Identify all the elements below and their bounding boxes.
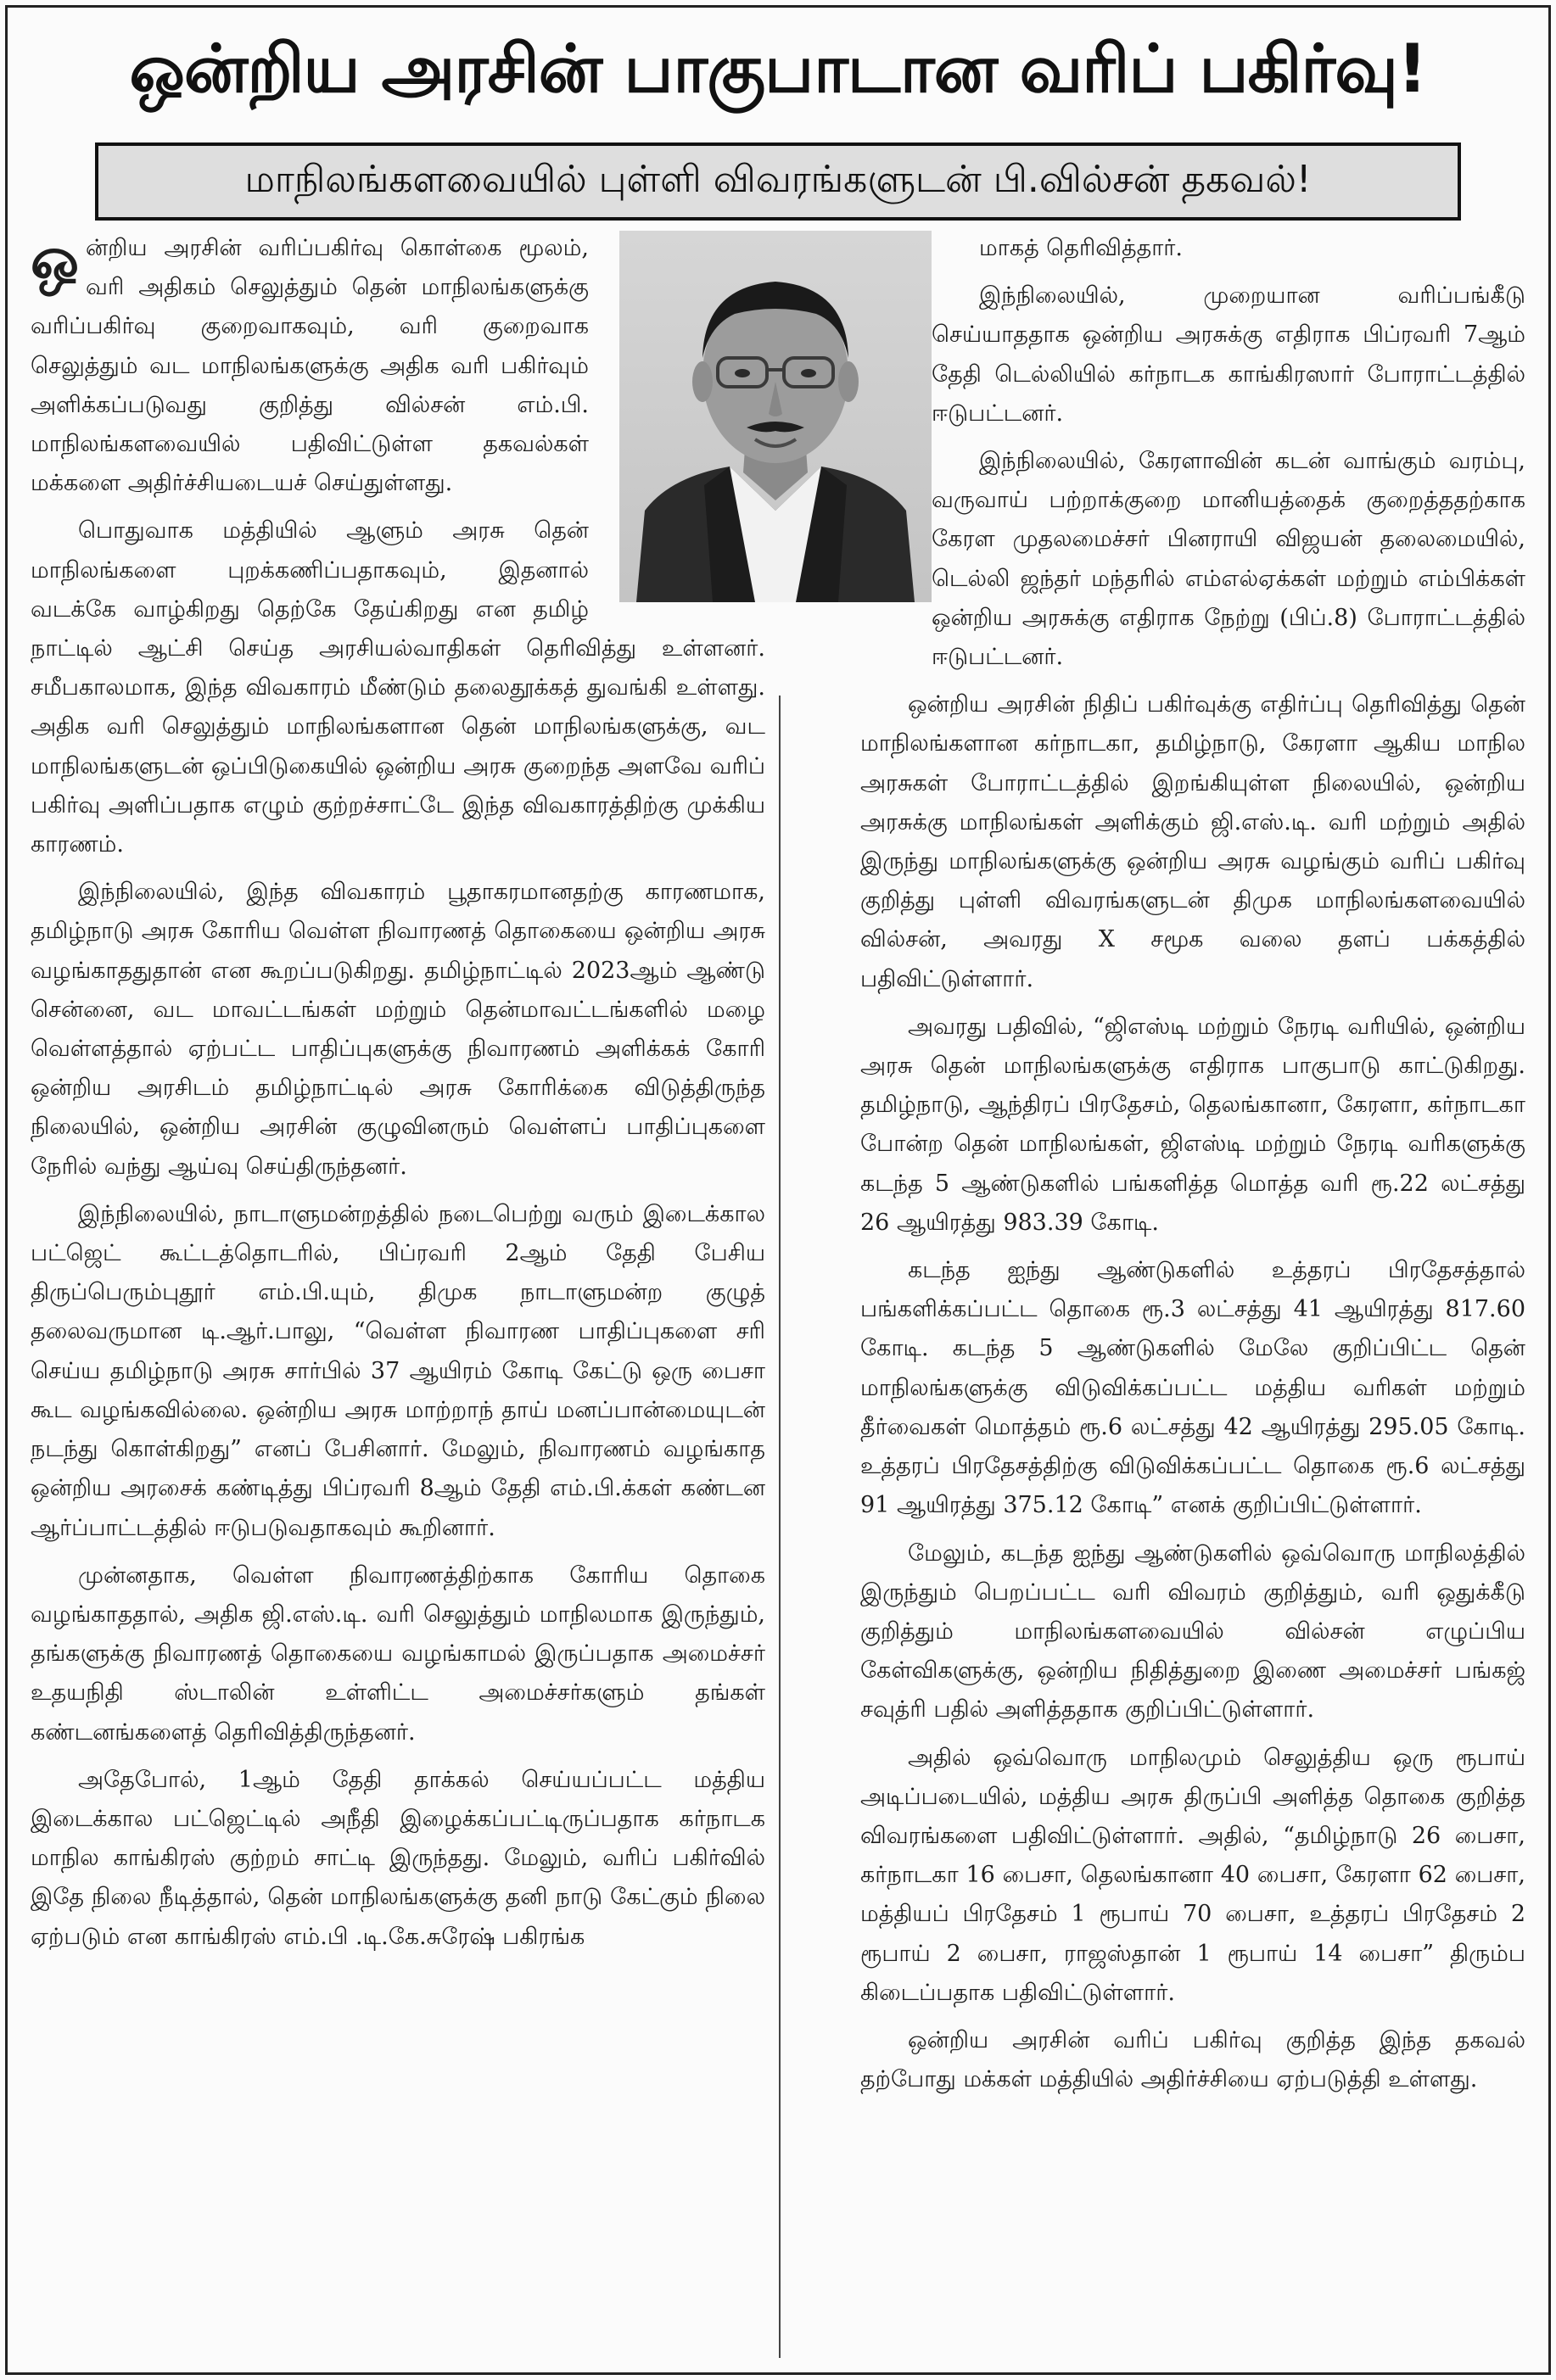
article-paragraph: இந்நிலையில், இந்த விவகாரம் பூதாகரமானதற்கு காரணமாக, தமிழ்நாடு அரசு கோரிய வெள்ள நிவாரணத் தொகையை ஒன்றிய அரசு வழங்காததுதான் என கூறப்படுகிறது. தமிழ்நாட்டில் 2023ஆம் ஆண்டு சென்னை, வட மாவட்டங்கள் மற்றும் தென்மாவட்டங்களில் மழை வெள்ளத்தால் ஏற்பட்ட பாதிப்புகளுக்கு நிவாரணம் அளிக்கக் கோரி ஒன்றிய அரசிடம் தமிழ்நாட்டில் அரசு கோரிக்கை விடுத்திருந்த நிலையில், ஒன்றிய அரசின் குழுவினரும் வெள்ளப் பாதிப்புகளை நேரில் வந்து ஆய்வு செய்திருந்தனர். [31, 879, 765, 1180]
article-paragraph: இந்நிலையில், கேரளாவின் கடன் வாங்கும் வரம்பு, வருவாய் பற்றாக்குறை மானியத்தைக் குறைத்ததற்காக கேரள முதலமைச்சர் பினராயி விஜயன் தலைமையில், டெல்லி ஜந்தர் மந்தரில் எம்எல்ஏக்கள் மற்றும் எம்பிக்கள் ஒன்றிய அரசுக்கு எதிராக நேற்று (பிப்.8) போராட்டத்தில் ஈடுபட்டனர். [932, 448, 1525, 671]
article-paragraph: ஒன்றிய அரசின் நிதிப் பகிர்வுக்கு எதிர்ப்பு தெரிவித்து தென் மாநிலங்களான கர்நாடகா, தமிழ்நாடு, கேரளா ஆகிய மாநில அரசுகள் போராட்டத்தில் இறங்கியுள்ள நிலையில், ஒன்றிய அரசுக்கு மாநிலங்கள் அளிக்கும் ஜி.எஸ்.டி. வரி மற்றும் அதில் இருந்து மாநிலங்களுக்கு ஒன்றிய அரசு வழங்கும் வரிப் பகிர்வு குறித்து புள்ளி விவரங்களுடன் திமுக மாநிலங்களவையில் வில்சன், அவரது X சமூக வலை தளப் பக்கத்தில் பதிவிட்டுள்ளார். [860, 691, 1525, 992]
article-paragraph: அதேபோல், 1ஆம் தேதி தாக்கல் செய்யப்பட்ட மத்திய இடைக்கால பட்ஜெட்டில் அநீதி இழைக்கப்பட்டிருப்பதாக கர்நாடக மாநில காங்கிரஸ் குற்றம் சாட்டி இருந்தது. மேலும், வரிப் பகிர்வில் இதே நிலை நீடித்தால், தென் மாநிலங்களுக்கு தனி நாடு கேட்கும் நிலை ஏற்படும் என காங்கிரஸ் எம்.பி .டி.கே.சுரேஷ் பகிரங்க [31, 1766, 765, 1950]
subheadline-text: மாநிலங்களவையில் புள்ளி விவரங்களுடன் பி.வில்சன் தகவல்! [244, 157, 1312, 201]
article-paragraph: இந்நிலையில், முறையான வரிப்பங்கீடு செய்யாததாக ஒன்றிய அரசுக்கு எதிராக பிப்ரவரி 7ஆம் தேதி டெல்லியில் கர்நாடக காங்கிரஸார் போராட்டத்தில் ஈடுபட்டனர். [932, 282, 1525, 427]
article-paragraph: மாகத் தெரிவித்தார். [979, 235, 1183, 261]
article-paragraph: ஒன்றிய அரசின் வரிப் பகிர்வு குறித்த இந்த தகவல் தற்போது மக்கள் மத்தியில் அதிர்ச்சியை ஏற்படுத்தி உள்ளது. [860, 2026, 1525, 2093]
lead-paragraph-text: ன்றிய அரசின் வரிப்பகிர்வு கொள்கை மூலம், வரி அதிகம் செலுத்தும் தென் மாநிலங்களுக்கு வரிப்பகிர்வு குறைவாகவும், வரி குறைவாக செலுத்தும் வட மாநிலங்களுக்கு அதிக வரி பகிர்வும் அளிக்கப்படுவது குறித்து வில்சன் எம்.பி. மாநிலங்களவையில் பதிவிட்டுள்ள தகவல்கள் மக்களை அதிர்ச்சியடையச் செய்துள்ளது. [31, 235, 589, 497]
right-column [860, 229, 1525, 2108]
article-paragraph: இந்நிலையில், நாடாளுமன்றத்தில் நடைபெற்று வரும் இடைக்கால பட்ஜெட் கூட்டத்தொடரில், பிப்ரவரி 2ஆம் தேதி பேசிய திருப்பெரும்புதூர் எம்.பி.யும், திமுக நாடாளுமன்ற குழுத் தலைவருமான டி.ஆர்.பாலு, “வெள்ள நிவாரண பாதிப்புகளை சரி செய்ய தமிழ்நாடு அரசு சார்பில் 37 ஆயிரம் கோடி கேட்டு ஒரு பைசா கூட வழங்கவில்லை. ஒன்றிய அரசு மாற்றாந் தாய் மனப்பான்மையுடன் நடந்து கொள்கிறது” எனப் பேசினார். மேலும், நிவாரணம் வழங்காத ஒன்றிய அரசைக் கண்டித்து பிப்ரவரி 8ஆம் தேதி எம்.பி.க்கள் கண்டன ஆர்ப்பாட்டத்தில் ஈடுபடுவதாகவும் கூறினார். [31, 1200, 765, 1541]
subheadline-box [95, 142, 1461, 221]
article-paragraph: மேலும், கடந்த ஐந்து ஆண்டுகளில் ஒவ்வொரு மாநிலத்தில் இருந்தும் பெறப்பட்ட வரி விவரம் குறித்தும், வரி ஒதுக்கீடு குறித்தும் மாநிலங்களவையில் வில்சன் எழுப்பிய கேள்விகளுக்கு, ஒன்றிய நிதித்துறை இணை அமைச்சர் பங்கஜ் சவுத்ரி பதில் அளித்ததாக குறிப்பிட்டுள்ளார். [860, 1539, 1525, 1724]
article-paragraph: முன்னதாக, வெள்ள நிவாரணத்திற்காக கோரிய தொகை வழங்காததால், அதிக ஜி.எஸ்.டி. வரி செலுத்தும் மாநிலமாக இருந்தும், தங்களுக்கு நிவாரணத் தொகையை வழங்காமல் இருப்பதாக அமைச்சர் உதயநிதி ஸ்டாலின் உள்ளிட்ட அமைச்சர்களும் தங்கள் கண்டனங்களைத் தெரிவித்திருந்தனர். [31, 1562, 765, 1746]
article-paragraph: பொதுவாக மத்தியில் ஆளும் அரசு தென் மாநிலங்களை புறக்கணிப்பதாகவும், இதனால் வடக்கே வாழ்கிறது தெற்கே தேய்கிறது என தமிழ் நாட்டில் ஆட்சி செய்த அரசியல்வாதிகள் தெரிவித்து உள்ளனர். சமீபகாலமாக, இந்த விவகாரம் மீண்டும் தலைதூக்கத் துவங்கி உள்ளது. அதிக வரி செலுத்தும் மாநிலங்களான தென் மாநிலங்களுக்கு, வட மாநிலங்களுடன் ஒப்பிடுகையில் ஒன்றிய அரசு குறைந்த அளவே வரிப் பகிர்வு அளிப்பதாக எழும் குற்றச்சாட்டே இந்த விவகாரத்திற்கு முக்கிய காரணம். [31, 517, 765, 858]
column-divider [779, 696, 781, 2358]
left-column [31, 226, 765, 1965]
photo-space [599, 229, 765, 611]
drop-cap: ஒ [31, 226, 79, 293]
article-paragraph: அதில் ஒவ்வொரு மாநிலமும் செலுத்திய ஒரு ரூபாய் அடிப்படையில், மத்திய அரசு திருப்பி அளித்த தொகை குறித்த விவரங்களை பதிவிட்டுள்ளார். அதில், “தமிழ்நாடு 26 பைசா, கர்நாடகா 16 பைசா, தெலங்கானா 40 பைசா, கேரளா 62 பைசா, மத்தியப் பிரதேசம் 1 ரூபாய் 70 பைசா, உத்தரப் பிரதேசம் 2 ரூபாய் 2 பைசா, ராஜஸ்தான் 1 ரூபாய் 14 பைசா” திரும்ப கிடைப்பதாக பதிவிட்டுள்ளார். [860, 1744, 1525, 2006]
article-paragraph: அவரது பதிவில், “ஜிஎஸ்டி மற்றும் நேரடி வரியில், ஒன்றிய அரசு தென் மாநிலங்களுக்கு எதிராக பாகுபாடு காட்டுகிறது. தமிழ்நாடு, ஆந்திரப் பிரதேசம், தெலங்கானா, கேரளா, கர்நாடகா போன்ற தென் மாநிலங்கள், ஜிஎஸ்டி மற்றும் நேரடி வரிகளுக்கு கடந்த 5 ஆண்டுகளில் பங்களித்த மொத்த வரி ரூ.22 லட்சத்து 26 ஆயிரத்து 983.39 கோடி. [860, 1013, 1525, 1236]
article-paragraph: கடந்த ஐந்து ஆண்டுகளில் உத்தரப் பிரதேசத்தால் பங்களிக்கப்பட்ட தொகை ரூ.3 லட்சத்து 41 ஆயிரத்து 817.60 கோடி. கடந்த 5 ஆண்டுகளில் மேலே குறிப்பிட்ட தென் மாநிலங்களுக்கு விடுவிக்கப்பட்ட மத்திய வரிகள் மற்றும் தீர்வைகள் மொத்தம் ரூ.6 லட்சத்து 42 ஆயிரத்து 295.05 கோடி. உத்தரப் பிரதேசத்திற்கு விடுவிக்கப்பட்ட தொகை ரூ.6 லட்சத்து 91 ஆயிரத்து 375.12 கோடி” எனக் குறிப்பிட்டுள்ளார். [860, 1257, 1525, 1519]
headline: ஒன்றிய அரசின் பாகுபாடான வரிப் பகிர்வு! [129, 31, 1427, 108]
